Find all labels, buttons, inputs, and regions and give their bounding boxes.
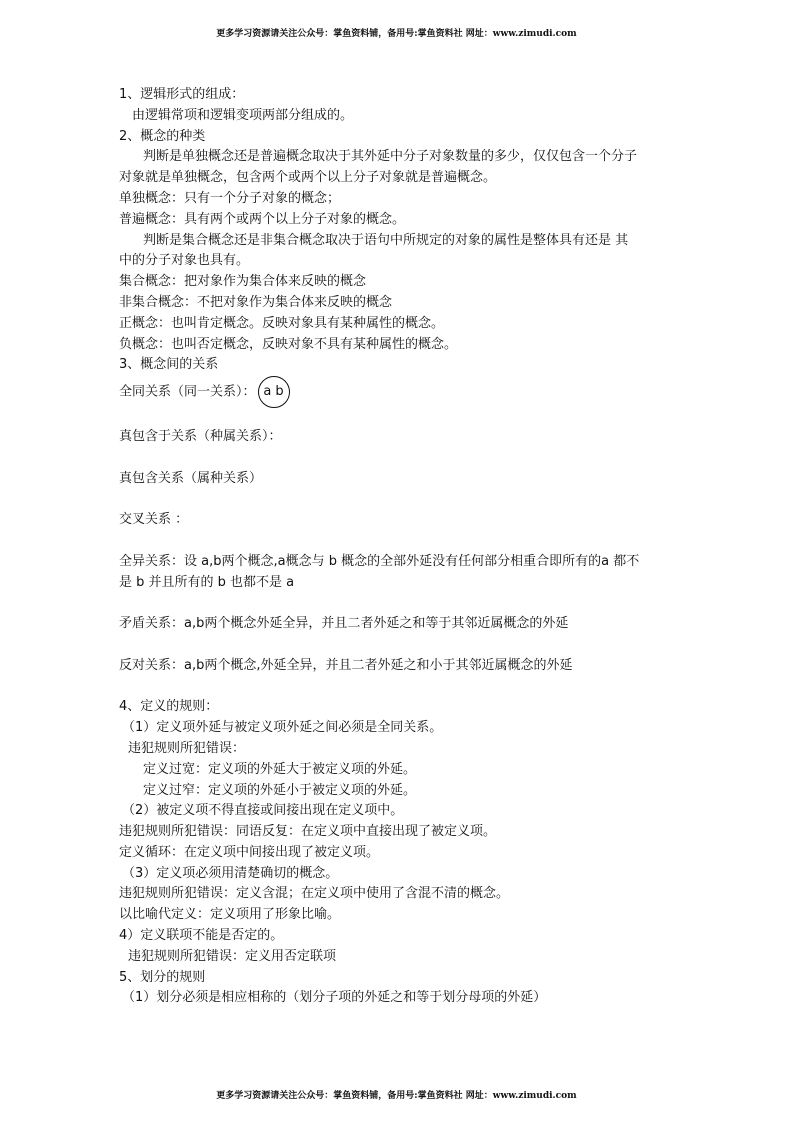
paragraph-line: （1）划分必须是相应相称的（划分子项的外延之和等于划分母项的外延） — [122, 990, 547, 1006]
paragraph-line: 对象就是单独概念，包含两个或两个以上分子对象就是普遍概念。 — [119, 170, 497, 186]
heading-concept-types: 2、概念的种类 — [119, 128, 206, 144]
heading-division-rules: 5、划分的规则 — [119, 969, 206, 985]
heading-logic-form: 1、逻辑形式的组成： — [119, 87, 245, 102]
paragraph-line: 真包含于关系（种属关系）： — [119, 428, 282, 444]
footer-banner: 更多学习资源请关注公众号：掌鱼资料铺，备用号:掌鱼资料社 网址：www.zimudi.com — [216, 1091, 577, 1101]
paragraph-line: 非集合概念：不把对象作为集合体来反映的概念 — [119, 294, 393, 310]
paragraph-line: 违犯规则所犯错误：定义用否定联项 — [128, 948, 337, 964]
identity-relation-label: 全同关系（同一关系）： — [119, 384, 256, 400]
heading-definition-rules: 4、定义的规则： — [119, 699, 219, 715]
document-body — [119, 85, 679, 1009]
venn-circle-diagram: a b — [258, 376, 290, 408]
paragraph-line: 中的分子对象也具有。 — [119, 253, 250, 269]
paragraph-line: 违犯规则所犯错误：同语反复：在定义项中直接出现了被定义项。 — [119, 824, 497, 840]
paragraph-line: 判断是集合概念还是非集合概念取决于语句中所规定的对象的属性是整体具有还是 其 — [143, 232, 629, 248]
paragraph-line: 全异关系：设 a,b两个概念,a概念与 b 概念的全部外延没有任何部分相重合即所有的a 都不 — [119, 553, 640, 569]
heading-concept-relations: 3、概念间的关系 — [119, 357, 219, 373]
paragraph-line: 正概念：也叫肯定概念。反映对象具有某种属性的概念。 — [119, 315, 445, 331]
paragraph-line: 交叉关系 ： — [119, 512, 189, 528]
paragraph-line: 以比喻代定义：定义项用了形象比喻。 — [119, 907, 341, 923]
paragraph-line: 是 b 并且所有的 b 也都不是 a — [119, 574, 295, 590]
header-banner: 更多学习资源请关注公众号：掌鱼资料铺，备用号:掌鱼资料社 网址：www.zimudi.com — [216, 29, 577, 39]
paragraph-line: 判断是单独概念还是普遍概念取决于其外延中分子对象数量的多少，仅仅包含一个分子 — [143, 149, 638, 165]
paragraph-line: 负概念：也叫否定概念，反映对象不具有某种属性的概念。 — [119, 336, 458, 352]
paragraph-line: 单独概念：只有一个分子对象的概念； — [119, 190, 341, 206]
paragraph-line: 定义过宽：定义项的外延大于被定义项的外延。 — [143, 761, 417, 777]
paragraph-line: 集合概念：把对象作为集合体来反映的概念 — [119, 274, 367, 290]
paragraph-line: 反对关系：a,b两个概念,外延全异，并且二者外延之和小于其邻近属概念的外延 — [119, 657, 573, 673]
paragraph-line: （1）定义项外延与被定义项外延之间必须是全同关系。 — [122, 720, 443, 736]
paragraph-line: 普遍概念：具有两个或两个以上分子对象的概念。 — [119, 211, 406, 227]
paragraph-line: 矛盾关系：a,b两个概念外延全异，并且二者外延之和等于其邻近属概念的外延 — [119, 616, 569, 632]
paragraph-line: 由逻辑常项和逻辑变项两部分组成的。 — [132, 107, 354, 123]
paragraph-line: （2）被定义项不得直接或间接出现在定义项中。 — [122, 803, 404, 819]
paragraph-line — [119, 376, 679, 406]
paragraph-line: 定义过窄：定义项的外延小于被定义项的外延。 — [143, 782, 417, 798]
paragraph-line: 4）定义联项不能是否定的。 — [119, 928, 284, 944]
paragraph-line: （3）定义项必须用清楚确切的概念。 — [122, 865, 339, 881]
paragraph-line: 定义循环：在定义项中间接出现了被定义项。 — [119, 844, 380, 860]
paragraph-line: 违犯规则所犯错误： — [128, 740, 246, 756]
paragraph-line: 违犯规则所犯错误：定义含混；在定义项中使用了含混不清的概念。 — [119, 886, 510, 902]
paragraph-line: 真包含关系（属种关系） — [119, 470, 263, 486]
